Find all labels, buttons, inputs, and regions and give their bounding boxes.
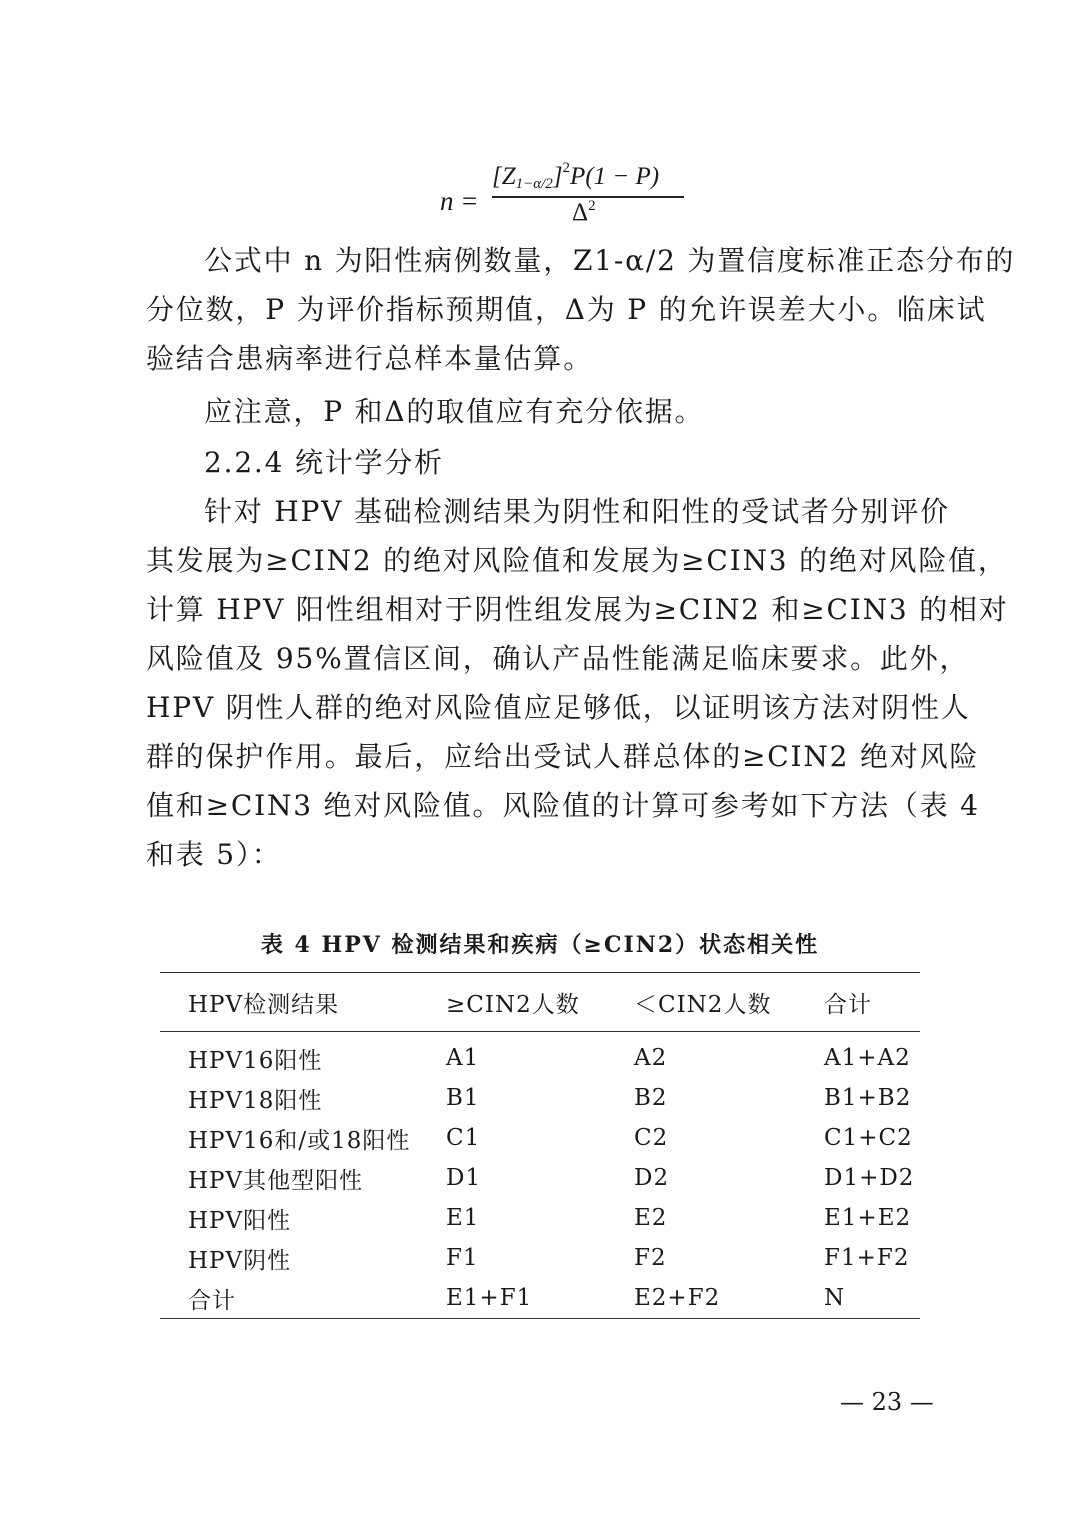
text-line: 群的保护作用。最后，应给出受试人群总体的≥CIN2 绝对风险 bbox=[146, 740, 980, 773]
table-cell: E1 bbox=[446, 1205, 480, 1231]
table-cell: E1+F1 bbox=[418, 1278, 606, 1319]
table-cell: A1 bbox=[446, 1045, 480, 1071]
table-cell: D2 bbox=[634, 1165, 670, 1191]
table-row bbox=[160, 1078, 920, 1118]
header-cell: ＜CIN2人数 bbox=[606, 973, 796, 1032]
formula-num-prefix: [Z bbox=[492, 163, 516, 190]
text-line: HPV 阴性人群的绝对风险值应足够低，以证明该方法对阴性人 bbox=[146, 691, 971, 724]
table-cell: E2+F2 bbox=[606, 1278, 796, 1319]
text-line: 和表 5）： bbox=[146, 838, 282, 871]
section-heading bbox=[146, 438, 936, 487]
text-line: 分位数，P 为评价指标预期值，Δ为 P 的允许误差大小。临床试 bbox=[146, 293, 987, 326]
page-number: — 23 — bbox=[840, 1388, 934, 1416]
text-line: 验结合患病率进行总样本量估算。 bbox=[146, 342, 594, 375]
table-cell: F1 bbox=[446, 1245, 479, 1271]
table-cell: HPV16阳性 bbox=[188, 1047, 323, 1074]
table-cell: E2 bbox=[634, 1205, 668, 1231]
sample-size-formula bbox=[440, 158, 700, 230]
header-cell: 合计 bbox=[796, 973, 920, 1032]
statistics-paragraph bbox=[146, 487, 1009, 879]
table-cell: HPV其他型阳性 bbox=[188, 1167, 364, 1194]
table-cell: A1+A2 bbox=[824, 1045, 911, 1071]
table-cell: B2 bbox=[634, 1085, 668, 1111]
table-cell: C1+C2 bbox=[824, 1125, 913, 1151]
table-cell: D1+D2 bbox=[824, 1165, 915, 1191]
table-row bbox=[160, 1238, 920, 1278]
table-row-total bbox=[160, 1278, 920, 1319]
header-cell: ≥CIN2人数 bbox=[418, 973, 606, 1032]
text-line: 针对 HPV 基础检测结果为阴性和阳性的受试者分别评价 bbox=[204, 495, 950, 528]
header-cell: HPV检测结果 bbox=[160, 973, 418, 1032]
table-cell: A2 bbox=[634, 1045, 668, 1071]
table-cell: HPV阴性 bbox=[188, 1247, 292, 1274]
table-cell: C1 bbox=[446, 1125, 481, 1151]
text-line: 应注意，P 和Δ的取值应有充分依据。 bbox=[204, 395, 705, 428]
table-cell: C2 bbox=[634, 1125, 669, 1151]
formula-num-sub: 1−α/2 bbox=[515, 176, 553, 192]
table-row bbox=[160, 1118, 920, 1158]
formula-explanation-paragraph bbox=[146, 236, 1016, 383]
table-cell: F1+F2 bbox=[824, 1245, 910, 1271]
text-line: 风险值及 95%置信区间，确认产品性能满足临床要求。此外， bbox=[146, 642, 970, 675]
section-heading-text: 2.2.4 统计学分析 bbox=[204, 446, 444, 479]
formula-num-rest: P(1 − P) bbox=[570, 163, 660, 190]
formula-num-exp: 2 bbox=[562, 160, 571, 176]
text-line: 计算 HPV 阳性组相对于阴性组发展为≥CIN2 和≥CIN3 的相对 bbox=[146, 593, 1009, 626]
table-header-row bbox=[160, 973, 920, 1032]
formula-lhs: n = bbox=[440, 186, 479, 216]
text-line: 其发展为≥CIN2 的绝对风险值和发展为≥CIN3 的绝对风险值， bbox=[146, 544, 1008, 577]
table-cell: D1 bbox=[446, 1165, 482, 1191]
table-caption: 表 4 HPV 检测结果和疾病（≥CIN2）状态相关性 bbox=[260, 932, 820, 958]
formula-den-base: Δ bbox=[572, 199, 589, 226]
table-cell: HPV16和/或18阳性 bbox=[188, 1127, 411, 1154]
table-cell: HPV阳性 bbox=[188, 1207, 292, 1234]
table-row bbox=[160, 1032, 920, 1079]
hpv-results-table bbox=[160, 972, 920, 1319]
formula-den-exp: 2 bbox=[588, 198, 596, 214]
table-cell: B1 bbox=[446, 1085, 480, 1111]
table-cell: F2 bbox=[634, 1245, 667, 1271]
text-line: 值和≥CIN3 绝对风险值。风险值的计算可参考如下方法（表 4 bbox=[146, 789, 980, 822]
text-line: 公式中 n 为阳性病例数量，Z1-α/2 为置信度标准正态分布的 bbox=[204, 244, 1016, 277]
table-row bbox=[160, 1198, 920, 1238]
formula-numerator bbox=[492, 160, 659, 193]
table-row bbox=[160, 1158, 920, 1198]
table-cell: 合计 bbox=[160, 1278, 418, 1319]
table-cell: E1+E2 bbox=[824, 1205, 912, 1231]
note-paragraph bbox=[146, 387, 936, 436]
table-cell: HPV18阳性 bbox=[188, 1087, 323, 1114]
formula-num-close: ] bbox=[552, 163, 563, 190]
table-cell: N bbox=[796, 1278, 920, 1319]
table-cell: B1+B2 bbox=[824, 1085, 912, 1111]
formula-denominator bbox=[572, 198, 596, 227]
